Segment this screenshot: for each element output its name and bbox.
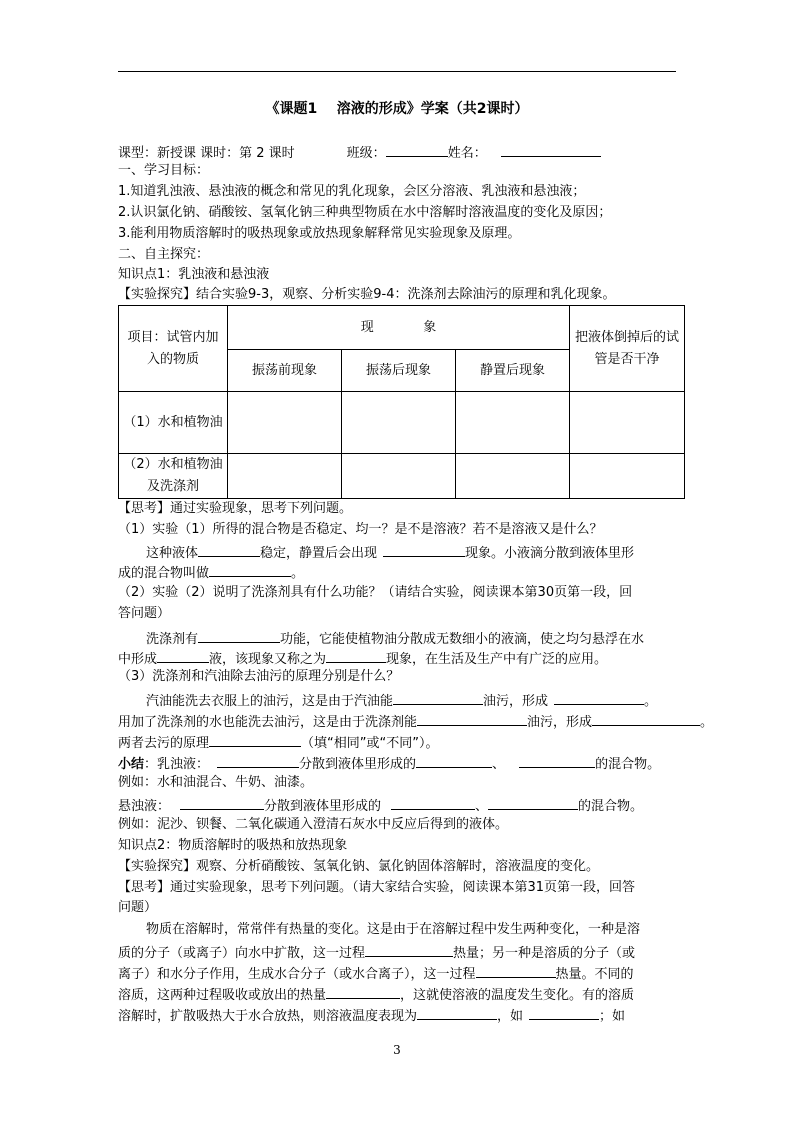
experiment-table bbox=[118, 305, 685, 499]
header-after-standing: 静置后现象 bbox=[456, 350, 570, 392]
summary-suspension: 悬浊液： 分散到液体里形成的 、 的混合物。 bbox=[118, 795, 643, 816]
class-label: 班级： bbox=[346, 146, 386, 161]
question-2: （2）实验（2）说明了洗涤剂具有什么功能？（请结合实验，阅读课本第30页第一段，回 bbox=[118, 585, 633, 600]
blank[interactable] bbox=[519, 753, 595, 768]
blank[interactable] bbox=[383, 542, 465, 557]
document-title: 《课题1 溶液的形成》学案（共2课时） bbox=[265, 101, 529, 117]
summary-suspension-example: 例如：泥沙、钡餐、二氧化碳通入澄清石灰水中反应后得到的液体。 bbox=[118, 817, 509, 832]
blank[interactable] bbox=[417, 711, 527, 726]
answer-2-line-2: 中形成 液，该现象又称之为 现象，在生活及生产中有广泛的应用。 bbox=[118, 648, 607, 669]
blank[interactable] bbox=[393, 690, 483, 705]
knowledge-point-2: 知识点2：物质溶解时的吸热和放热现象 bbox=[118, 838, 348, 853]
table-cell[interactable] bbox=[342, 454, 456, 499]
summary-emulsion: 小结：乳浊液： 分散到液体里形成的 、 的混合物。 bbox=[118, 753, 660, 774]
answer-3-line: 汽油能洗去衣服上的油污，这是由于汽油能 油污，形成 。 bbox=[146, 690, 657, 711]
header-phenomenon: 现 象 bbox=[228, 306, 570, 350]
blank[interactable] bbox=[554, 690, 644, 705]
blank[interactable] bbox=[209, 562, 291, 577]
row-label: （1）水和植物油 bbox=[119, 392, 228, 454]
header-rule bbox=[118, 71, 676, 72]
knowledge-point-1: 知识点1：乳浊液和悬浊液 bbox=[118, 267, 270, 282]
summary-label: 小结 bbox=[118, 757, 145, 772]
goal-1: 1.知道乳浊液、悬浊液的概念和常见的乳化现象，会区分溶液、乳浊液和悬浊液； bbox=[118, 184, 586, 199]
blank[interactable] bbox=[326, 984, 400, 999]
lesson-info-text: 课型：新授课 课时：第 2 课时 bbox=[118, 146, 295, 161]
row-label: （2）水和植物油及洗涤剂 bbox=[119, 454, 228, 499]
experiment-1-intro: 【实验探究】结合实验9-3，观察、分析实验9-4：洗涤剂去除油污的原理和乳化现象。 bbox=[118, 287, 616, 302]
blank[interactable] bbox=[529, 1005, 599, 1020]
answer-2-line: 洗涤剂有 功能，它能使植物油分散成无数细小的液滴，使之均匀悬浮在水 bbox=[146, 628, 644, 649]
experiment-2-intro: 【实验探究】观察、分析硝酸铵、氢氧化钠、氯化钠固体溶解时，溶液温度的变化。 bbox=[118, 859, 600, 874]
goal-2: 2.认识氯化钠、硝酸铵、氢氧化钠三种典型物质在水中溶解时溶液温度的变化及原因； bbox=[118, 205, 612, 220]
question-1: （1）实验（1）所得的混合物是否稳定、均一？是不是溶液？若不是溶液又是什么？ bbox=[118, 522, 603, 537]
answer-3-line-3: 两者去污的原理 （填“相同”或“不同”）。 bbox=[118, 732, 438, 753]
header-clean: 把液体倒掉后的试管是否干净 bbox=[570, 306, 685, 392]
blank[interactable] bbox=[391, 795, 475, 810]
blank[interactable] bbox=[198, 542, 260, 557]
question-2-cont: 答问题） bbox=[118, 606, 171, 621]
blank[interactable] bbox=[365, 942, 453, 957]
table-row bbox=[119, 392, 685, 454]
blank[interactable] bbox=[180, 795, 264, 810]
blank[interactable] bbox=[592, 711, 700, 726]
name-label: 姓名： bbox=[447, 146, 487, 161]
blank[interactable] bbox=[157, 648, 209, 663]
goal-3: 3.能利用物质溶解时的吸热现象或放热现象解释常见实验现象及原理。 bbox=[118, 226, 521, 241]
think-2-heading: 【思考】通过实验现象，思考下列问题。（请大家结合实验，阅读课本第31页第一段，回答 bbox=[118, 880, 636, 895]
think-1-heading: 【思考】通过实验现象，思考下列问题。 bbox=[118, 501, 353, 516]
table-cell[interactable] bbox=[228, 454, 342, 499]
paragraph-line-3: 离子）和水分子作用，生成水合分子（或水合离子），这一过程 热量。不同的 bbox=[118, 963, 634, 984]
lesson-info-row bbox=[118, 142, 601, 163]
blank[interactable] bbox=[209, 732, 301, 747]
table-cell[interactable] bbox=[228, 392, 342, 454]
blank[interactable] bbox=[326, 648, 386, 663]
answer-1-line: 这种液体 稳定，静置后会出现 现象。小液滴分散到液体里形 bbox=[146, 542, 634, 563]
blank[interactable] bbox=[416, 753, 492, 768]
table-row bbox=[119, 454, 685, 499]
think-2-heading-cont: 问题） bbox=[118, 900, 158, 915]
paragraph-line-4: 溶质，这两种过程吸收或放出的热量 ，这就使溶液的温度发生变化。有的溶质 bbox=[118, 984, 634, 1005]
paragraph-line-5: 溶解时，扩散吸热大于水合放热，则溶液温度表现为 ，如 ；如 bbox=[118, 1005, 625, 1026]
header-item: 项目：试管内加入的物质 bbox=[119, 306, 228, 392]
blank[interactable] bbox=[488, 795, 578, 810]
page-number: 3 bbox=[393, 1043, 401, 1057]
blank[interactable] bbox=[198, 628, 280, 643]
table-cell[interactable] bbox=[456, 454, 570, 499]
paragraph-line-2: 质的分子（或离子）向水中扩散，这一过程 热量；另一种是溶质的分子（或 bbox=[118, 942, 635, 963]
header-before-shake: 振荡前现象 bbox=[228, 350, 342, 392]
table-cell[interactable] bbox=[570, 392, 685, 454]
class-blank[interactable] bbox=[386, 142, 448, 157]
section1-heading: 一、学习目标： bbox=[118, 163, 210, 178]
table-cell[interactable] bbox=[570, 454, 685, 499]
table-cell[interactable] bbox=[342, 392, 456, 454]
blank[interactable] bbox=[217, 753, 299, 768]
header-after-shake: 振荡后现象 bbox=[342, 350, 456, 392]
blank[interactable] bbox=[476, 963, 556, 978]
table-cell[interactable] bbox=[456, 392, 570, 454]
blank[interactable] bbox=[417, 1005, 497, 1020]
answer-1-line-2: 成的混合物叫做 。 bbox=[118, 562, 304, 583]
section2-heading: 二、自主探究： bbox=[118, 247, 210, 262]
summary-emulsion-example: 例如：水和油混合、牛奶、油漆。 bbox=[118, 775, 314, 790]
paragraph-line-1: 物质在溶解时，常常伴有热量的变化。这是由于在溶解过程中发生两种变化，一种是溶 bbox=[146, 922, 641, 937]
name-blank[interactable] bbox=[501, 142, 601, 157]
answer-3-line-2: 用加了洗涤剂的水也能洗去油污，这是由于洗涤剂能 油污，形成 。 bbox=[118, 711, 713, 732]
question-3: （3）洗涤剂和汽油除去油污的原理分别是什么？ bbox=[118, 669, 400, 684]
